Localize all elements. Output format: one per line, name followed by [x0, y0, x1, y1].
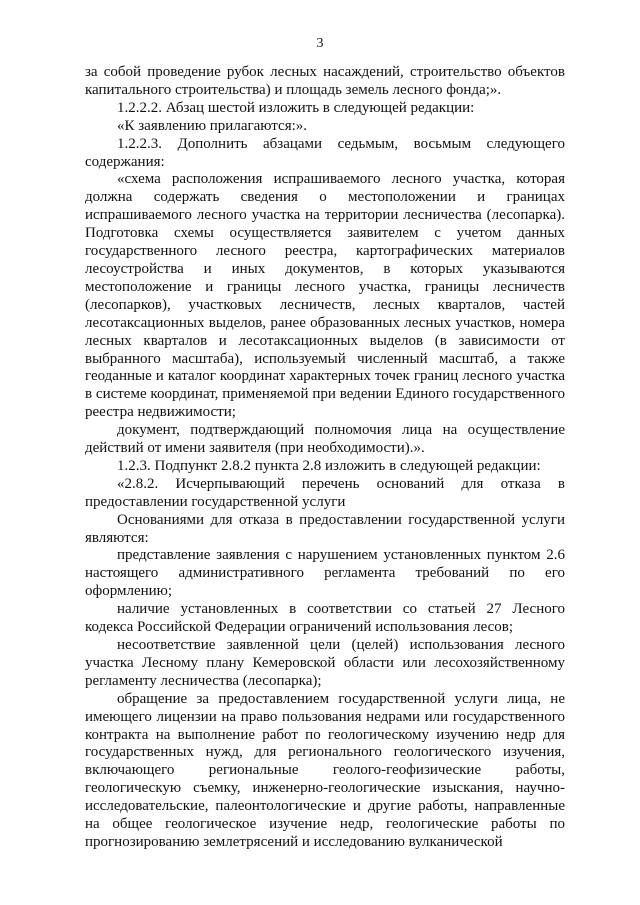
document-body [85, 64, 565, 852]
paragraph: несоответствие заявленной цели (целей) использования лесного участка Лесному плану Кемеровской области или лесохозяйственному регламенту лесничества (лесопарка); [85, 637, 565, 689]
paragraph: наличие установленных в соответствии со статьей 27 Лесного кодекса Российской Федерации ограничений использования лесов; [85, 601, 565, 636]
paragraph: «2.8.2. Исчерпывающий перечень оснований для отказа в предоставлении государственной услуги [85, 475, 565, 510]
page-number: 3 [316, 36, 324, 51]
paragraph: 1.2.2.3. Дополнить абзацами седьмым, восьмым следующего содержания: [85, 135, 565, 170]
paragraph: Основаниями для отказа в предоставлении государственной услуги являются: [85, 511, 565, 546]
paragraph: представление заявления с нарушением установленных пунктом 2.6 настоящего административного регламента требований по его оформлению; [85, 547, 565, 600]
paragraph: «схема расположения испрашиваемого лесного участка, которая должна содержать сведения о местоположении и границах испрашиваемого лесного участка на территории лесничества (лесопарка). Подготовка схемы осуществляется заявителем с учетом данных государственного лесного реестра, картографических материалов лесоустройства и иных документов, в которых указываются местоположение и границы лесного участка, границы лесничеств (лесопарков), участковых лесничеств, лесных кварталов, частей лесотаксационных выделов, ранее образованных лесных участков, номера лесных кварталов и лесотаксационных выделов (в зависимости от выбранного масштаба), используемый численный масштаб, а также геоданные и каталог координат характерных точек границ лесного участка в системе координат, применяемой при ведении Единого государственного реестра недвижимости; [85, 171, 565, 421]
paragraph: за собой проведение рубок лесных насаждений, строительство объектов капитального строительства) и площадь земель лесного фонда;». [85, 64, 565, 98]
paragraph: документ, подтверждающий полномочия лица на осуществление действий от имени заявителя (при необходимости).». [85, 422, 565, 457]
paragraph: 1.2.3. Подпункт 2.8.2 пункта 2.8 изложить в следующей редакции: [117, 457, 541, 474]
paragraph: обращение за предоставлением государственной услуги лица, не имеющего лицензии на право пользования недрами или государственного контракта на выполнение работ по геологическому изучению недр для государственных нужд, для регионального геологического изучения, включающего региональные геолого-геофизические работы, геологическую съемку, инженерно-геологические изыскания, научно-исследовательские, палеонтологические и другие работы, направленные на общее геологическое изучение недр, геологические работы по прогнозированию землетрясений и исследованию вулканической [85, 690, 565, 850]
paragraph: 1.2.2.2. Абзац шестой изложить в следующей редакции: [117, 99, 475, 116]
paragraph: «К заявлению прилагаются:». [117, 117, 308, 134]
